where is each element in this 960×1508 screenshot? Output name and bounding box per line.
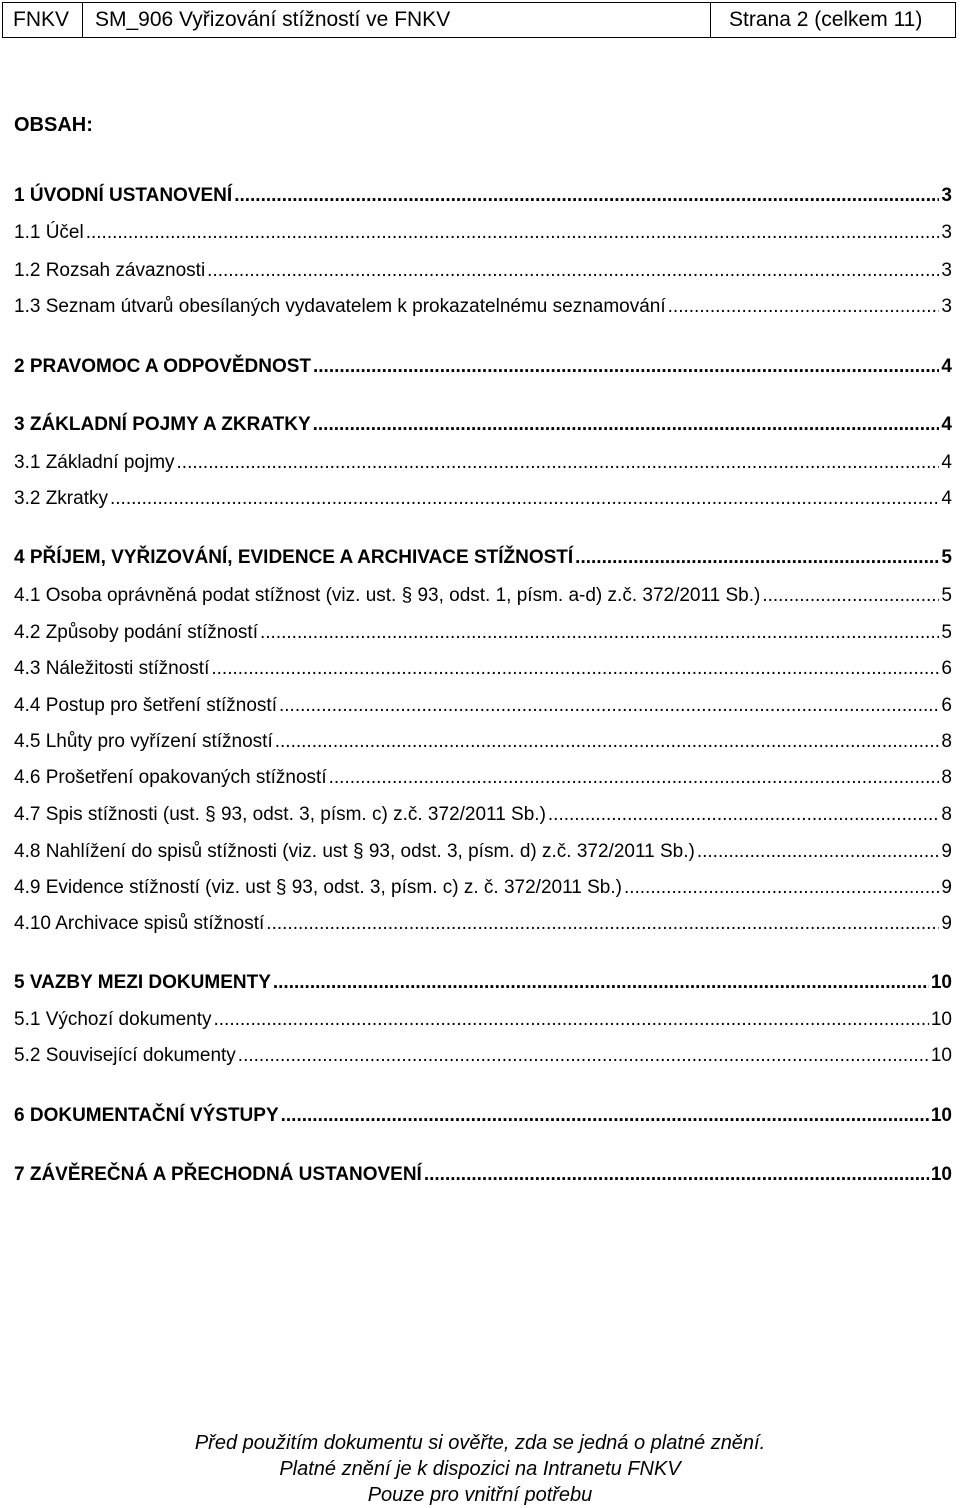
toc-entry-page: 3	[941, 185, 952, 206]
toc-entry-page: 6	[941, 695, 952, 716]
toc-entry[interactable]	[14, 621, 952, 645]
toc-entry-page: 10	[930, 1105, 952, 1126]
toc-leader-dots	[275, 730, 940, 754]
toc-entry-label: 4.2 Způsoby podání stížností	[14, 622, 258, 643]
toc-entry-page: 10	[930, 1009, 952, 1030]
page-header	[2, 2, 956, 38]
toc-entry-page: 4	[941, 488, 952, 509]
footer-internal-use-note: Pouze pro vnitřní potřebu	[367, 1484, 593, 1506]
header-document-title: SM_906 Vyřizování stížností ve FNKV	[83, 3, 711, 37]
toc-entry-page: 10	[930, 972, 952, 993]
toc-entry-label: 4.5 Lhůty pro vyřízení stížností	[14, 731, 273, 752]
toc-entry-label: 1.1 Účel	[14, 222, 84, 243]
toc-leader-dots	[697, 840, 940, 864]
toc-entry-page: 5	[941, 622, 952, 643]
toc-entry[interactable]	[14, 876, 952, 900]
footer-intranet-note: Platné znění je k dispozici na Intranetu FNKV	[279, 1458, 681, 1480]
toc-entry-label: 4.4 Postup pro šetření stížností	[14, 695, 277, 716]
toc-entry-page: 4	[941, 414, 952, 435]
toc-entry-page: 4	[941, 356, 952, 377]
toc-entry-label: 1.2 Rozsah závaznosti	[14, 260, 206, 281]
toc-leader-dots	[762, 584, 939, 608]
toc-entry-page: 9	[941, 877, 952, 898]
toc-entry-label: 4 PŘÍJEM, VYŘIZOVÁNÍ, EVIDENCE A ARCHIVACE STÍŽNOSTÍ	[14, 547, 574, 568]
toc-entry[interactable]	[14, 259, 952, 283]
toc-entry-page: 3	[941, 260, 952, 281]
toc-entry[interactable]	[14, 221, 952, 245]
toc-leader-dots	[214, 1008, 929, 1032]
toc-entry[interactable]	[14, 413, 952, 437]
toc-entry-page: 8	[941, 731, 952, 752]
toc-entry-label: 3.2 Zkratky	[14, 488, 108, 509]
toc-leader-dots	[668, 295, 940, 319]
toc-entry-label: 1 ÚVODNÍ USTANOVENÍ	[14, 185, 233, 206]
toc-entry[interactable]	[14, 694, 952, 718]
toc-entry-label: 6 DOKUMENTAČNÍ VÝSTUPY	[14, 1105, 279, 1126]
toc-entry-label: 4.1 Osoba oprávněná podat stížnost (viz. ust. § 93, odst. 1, písm. a-d) z.č. 372/2011 Sb.)	[14, 585, 761, 606]
toc-entry-page: 3	[941, 296, 952, 317]
toc-entry-page: 8	[941, 804, 952, 825]
toc-entry-label: 5.2 Související dokumenty	[14, 1045, 236, 1066]
toc-entry[interactable]	[14, 295, 952, 319]
toc-entry-label: 1.3 Seznam útvarů obesílaných vydavatelem k prokazatelnému seznamování	[14, 296, 666, 317]
toc-entry-page: 9	[941, 913, 952, 934]
toc-entry-label: 4.9 Evidence stížností (viz. ust § 93, odst. 3, písm. c) z. č. 372/2011 Sb.)	[14, 877, 622, 898]
toc-entry-label: 4.3 Náležitosti stížností	[14, 658, 210, 679]
toc-leader-dots	[329, 766, 940, 790]
toc-entry-label: 4.7 Spis stížnosti (ust. § 93, odst. 3, písm. c) z.č. 372/2011 Sb.)	[14, 804, 546, 825]
toc-entry-page: 5	[941, 547, 952, 568]
toc-leader-dots	[279, 694, 939, 718]
toc-leader-dots	[313, 355, 939, 379]
toc-entry[interactable]	[14, 1008, 952, 1032]
toc-entry[interactable]	[14, 766, 952, 790]
toc-entry[interactable]	[14, 546, 952, 570]
toc-entry[interactable]	[14, 451, 952, 475]
toc-entry[interactable]	[14, 657, 952, 681]
toc-leader-dots	[260, 621, 939, 645]
toc-leader-dots	[313, 413, 940, 437]
toc-entry[interactable]	[14, 803, 952, 827]
toc-entry[interactable]	[14, 1044, 952, 1068]
toc-entry-page: 6	[941, 658, 952, 679]
page-footer	[0, 1430, 960, 1508]
toc-entry-label: 2 PRAVOMOC A ODPOVĚDNOST	[14, 356, 311, 377]
toc-entry-page: 10	[930, 1045, 952, 1066]
toc-leader-dots	[624, 876, 939, 900]
toc-entry[interactable]	[14, 730, 952, 754]
toc-leader-dots	[211, 657, 939, 681]
footer-validity-note: Před použitím dokumentu si ověřte, zda se jedná o platné znění.	[194, 1432, 766, 1454]
toc-leader-dots	[86, 221, 940, 245]
toc-entry[interactable]	[14, 1104, 952, 1128]
toc-leader-dots	[238, 1044, 929, 1068]
toc-leader-dots	[424, 1163, 929, 1187]
toc-entry-page: 8	[941, 767, 952, 788]
toc-entry[interactable]	[14, 355, 952, 379]
toc-entry-page: 5	[941, 585, 952, 606]
toc-leader-dots	[273, 971, 929, 995]
toc-entry-page: 10	[930, 1164, 952, 1185]
toc-entry[interactable]	[14, 184, 952, 208]
toc-entry-page: 9	[941, 841, 952, 862]
toc-entry[interactable]	[14, 584, 952, 608]
toc-leader-dots	[281, 1104, 929, 1128]
toc-entry[interactable]	[14, 971, 952, 995]
toc-entry-label: 5.1 Výchozí dokumenty	[14, 1009, 212, 1030]
toc-entry-label: 3.1 Základní pojmy	[14, 452, 175, 473]
toc-title: OBSAH:	[14, 114, 93, 136]
toc-leader-dots	[548, 803, 940, 827]
toc-leader-dots	[575, 546, 939, 570]
toc-entry-page: 4	[941, 452, 952, 473]
toc-entry[interactable]	[14, 1163, 952, 1187]
toc-leader-dots	[207, 259, 939, 283]
toc-entry[interactable]	[14, 487, 952, 511]
toc-entry[interactable]	[14, 912, 952, 936]
toc-entry-label: 7 ZÁVĚREČNÁ A PŘECHODNÁ USTANOVENÍ	[14, 1164, 422, 1185]
toc-leader-dots	[177, 451, 940, 475]
toc-entry-label: 3 ZÁKLADNÍ POJMY A ZKRATKY	[14, 414, 311, 435]
toc-entry-label: 4.8 Nahlížení do spisů stížnosti (viz. ust § 93, odst. 3, písm. d) z.č. 372/2011 Sb.)	[14, 841, 695, 862]
toc-entry-label: 4.10 Archivace spisů stížností	[14, 913, 265, 934]
header-page-number: Strana 2 (celkem 11)	[729, 8, 923, 31]
toc-entry-label: 5 VAZBY MEZI DOKUMENTY	[14, 972, 271, 993]
toc-entry[interactable]	[14, 840, 952, 864]
header-org: FNKV	[3, 3, 83, 37]
toc-leader-dots	[110, 487, 939, 511]
toc-entry-label: 4.6 Prošetření opakovaných stížností	[14, 767, 327, 788]
toc-leader-dots	[234, 184, 939, 208]
toc-leader-dots	[266, 912, 939, 936]
toc-entry-page: 3	[941, 222, 952, 243]
